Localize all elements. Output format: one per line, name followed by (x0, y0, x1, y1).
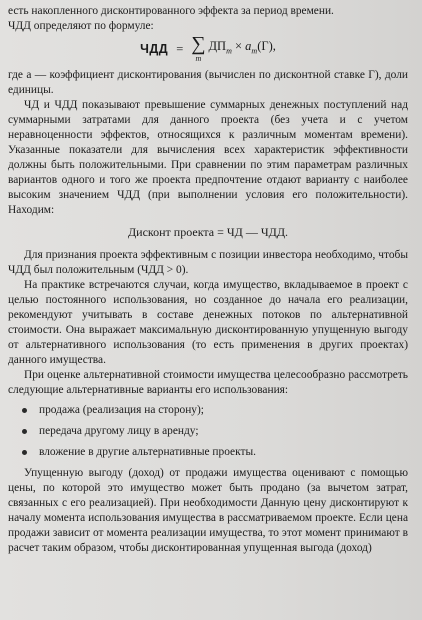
list-item: вложение в другие альтернативные проекты. (22, 442, 408, 463)
npv-formula (8, 34, 408, 64)
discount-formula-line: Дисконт проекта = ЧД — ЧДД. (127, 225, 289, 239)
sigma-glyph: ∑ (191, 32, 206, 55)
formula-term (209, 39, 276, 59)
formula-intro: ЧДД определяют по формуле: (8, 20, 154, 32)
formula-lhs: ЧДД (140, 41, 169, 56)
paragraph-4: При оценке альтернативной стоимости имущества целесообразно рассмотреть следующие альтернативные варианты его использования: (8, 369, 408, 396)
list-item: продажа (реализация на сторону); (22, 400, 408, 421)
bullet-icon (22, 450, 27, 455)
alternatives-list (8, 400, 408, 463)
discount-factor-symbol: a (245, 39, 252, 54)
paragraph-1: ЧД и ЧДД показывают превышение суммарных денежных поступлений над суммарными затратами для данного проекта (без учета и с учетом неравноценности эффектов, относящихся к различным моментам времени). Указанные показатели для вычисления всех характеристик эффективности должны быть положительными. При сравнении по этим параметрам различных вариантов одного и того же проекта предпочтение отдают варианту с наиболее высоким значением ЧДД (при выполнении условия его положительности). Находим: (8, 99, 408, 216)
times-symbol: × (234, 39, 243, 54)
paragraph-2: Для признания проекта эффективным с позиции инвестора необходимо, чтобы ЧДД был положительным (ЧДД > 0). (8, 249, 408, 276)
text-line-top: есть накопленного дисконтированного эффекта за период времени. (8, 5, 334, 17)
discount-factor-subscript: m (251, 46, 258, 56)
bullet-icon (22, 408, 27, 413)
discount-rate-arg: (Г), (257, 39, 276, 54)
cash-flow-symbol: ДП (208, 39, 227, 54)
bullet-icon (22, 429, 27, 434)
formula-equals: = (176, 41, 184, 56)
paragraph-5: Упущенную выгоду (доход) от продажи имущества оценивают с помощью цены, по которой это имущество может быть продано (за вычетом затрат, связанных с его реализацией). При необходимости Данную цену дисконтируют к началу момента использования имущества в рассматриваемом проекте. Если цена продажи зависит от момента реализации имущества, то этот момент принимают в расчет таким образом, чтобы дисконтированная упущенная выгода (доход) (8, 467, 408, 554)
cash-flow-subscript: m (226, 46, 232, 56)
summation-symbol (191, 32, 206, 64)
where-clause: где a — коэффициент дисконтирования (вычислен по дисконтной ставке Г), доли единицы. (8, 69, 408, 96)
paragraph-3: На практике встречаются случаи, когда имущество, вкладываемое в проект с целью постоянного использования, но созданное до начала его реализации, рекомендуют учитывать в составе денежных потоков по альтернативной стоимости. Она выражает максимальную дисконтированную упущенную выгоду от альтернативного использования (то есть применения в других проектах) данного имущества. (8, 279, 408, 366)
list-item: передача другому лицу в аренду; (22, 421, 408, 442)
sigma-subscript: m (195, 53, 202, 63)
